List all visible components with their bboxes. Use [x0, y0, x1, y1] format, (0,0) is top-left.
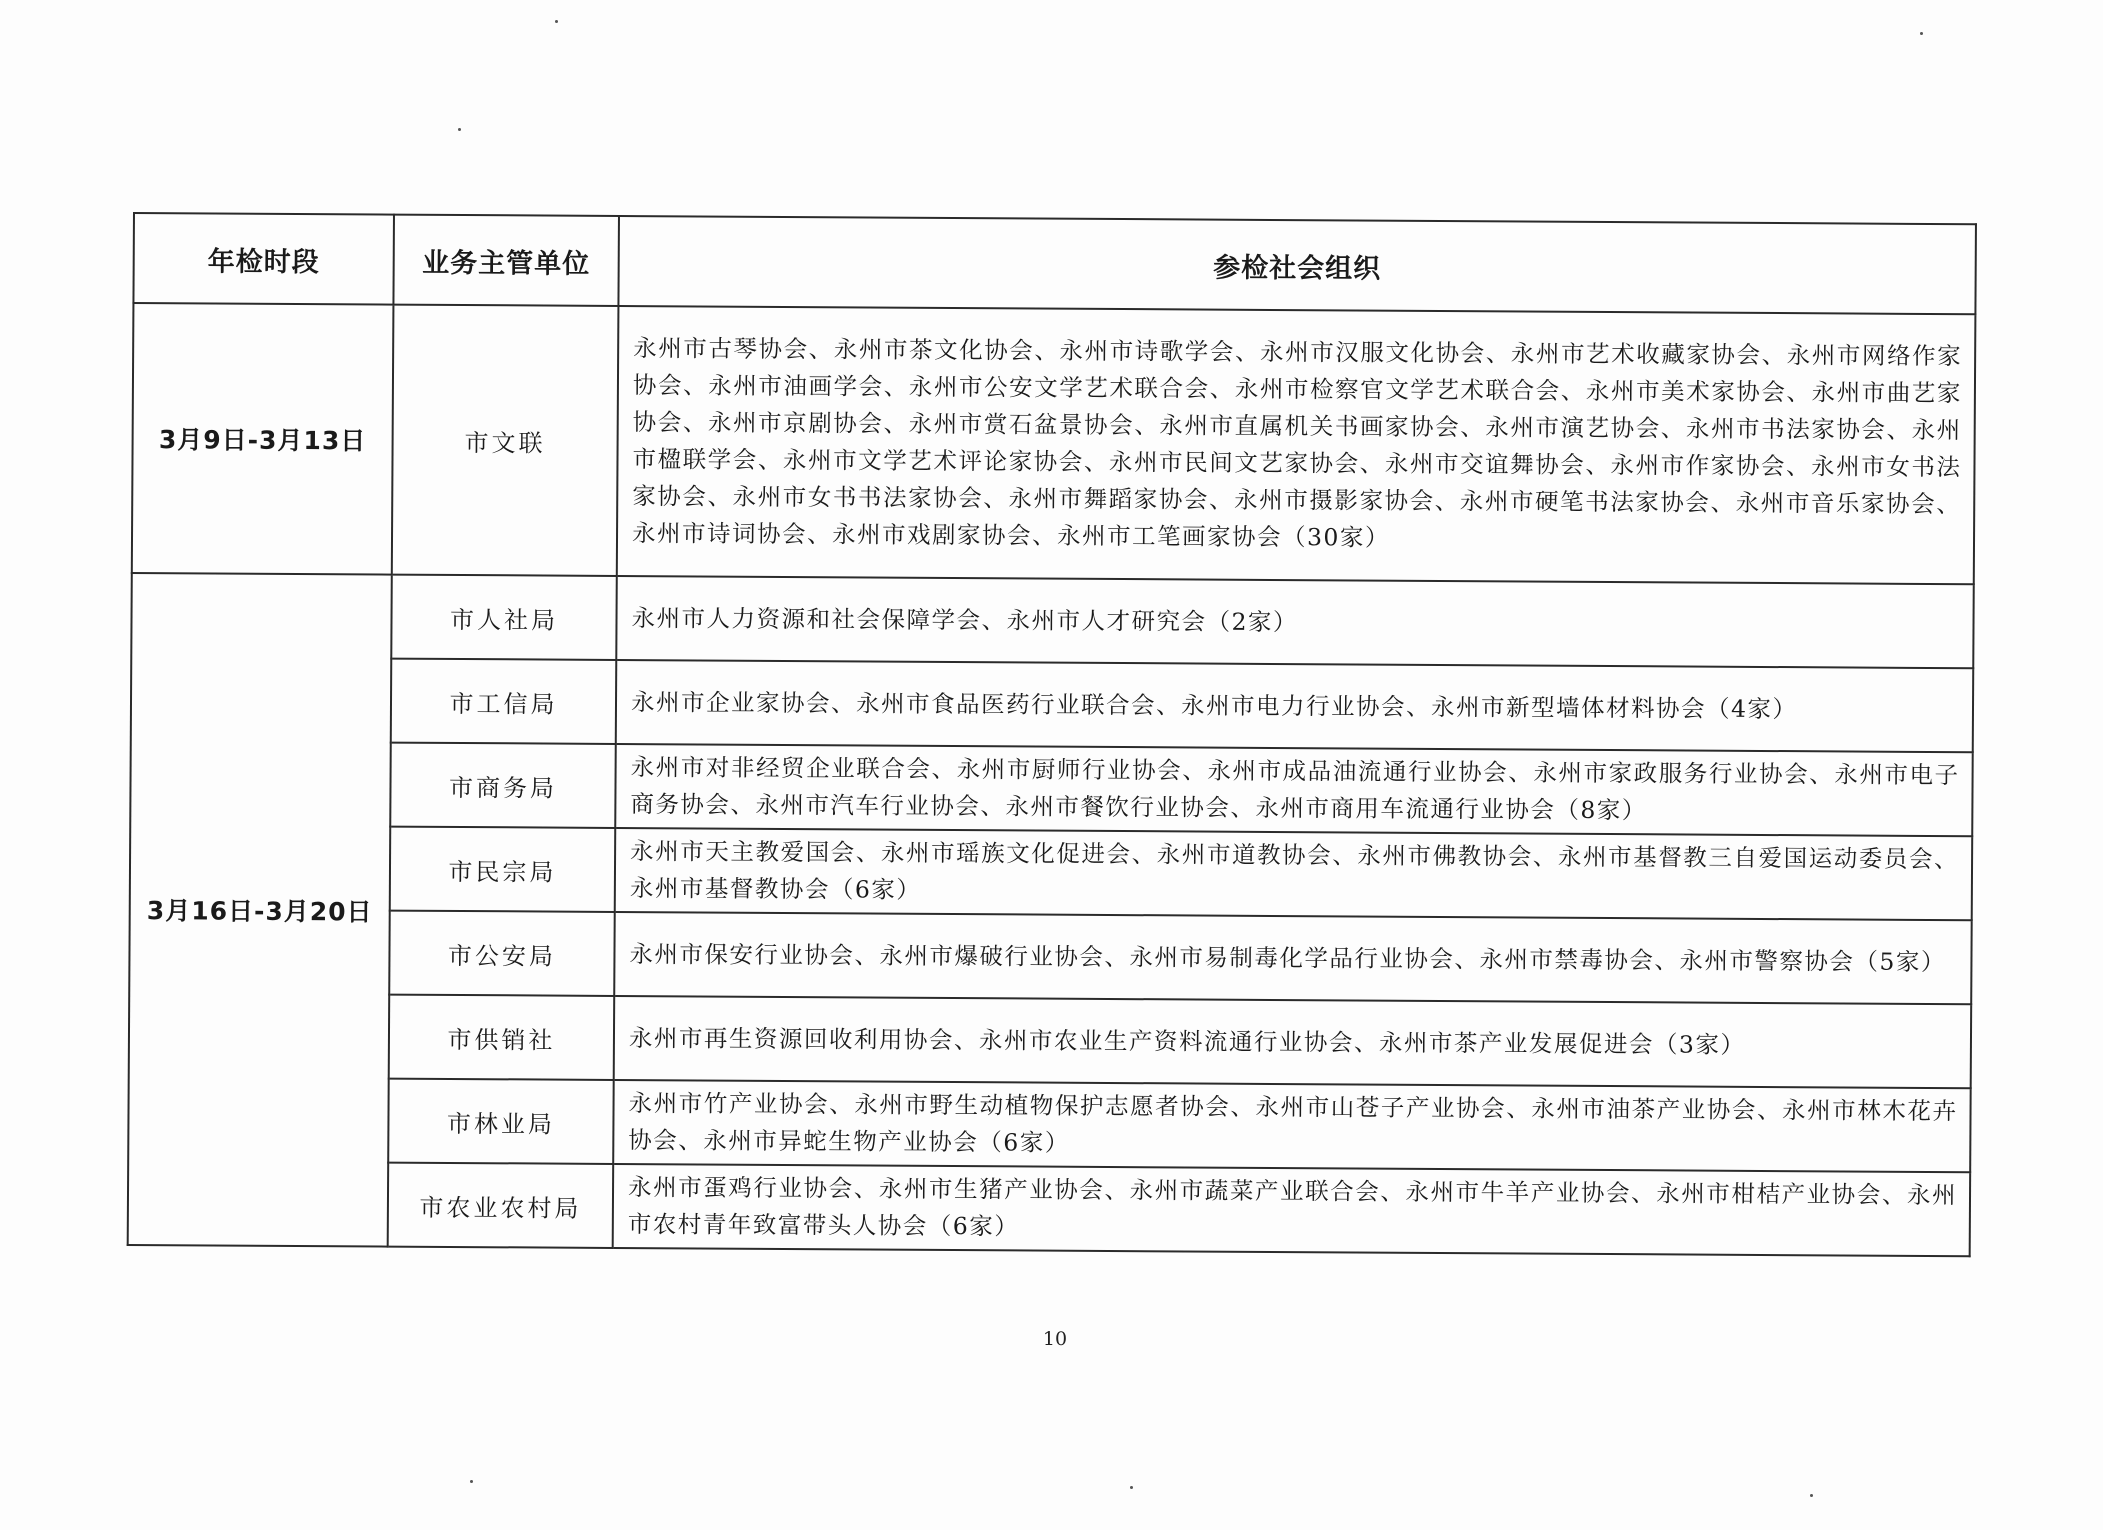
scan-speck — [470, 1480, 473, 1483]
unit-cell: 市供销社 — [389, 995, 615, 1080]
period-cell: 3月16日-3月20日 — [128, 573, 392, 1247]
period-cell: 3月9日-3月13日 — [132, 303, 394, 575]
scan-speck — [458, 128, 461, 131]
unit-cell: 市商务局 — [390, 743, 616, 828]
table-row — [131, 657, 1973, 752]
table-row — [129, 993, 1971, 1088]
orgs-cell: 永州市对非经贸企业联合会、永州市厨师行业协会、永州市成品油流通行业协会、永州市家政服务行业协会、永州市电子商务协会、永州市汽车行业协会、永州市餐饮行业协会、永州市商用车流通行业协会（8家） — [615, 744, 1972, 836]
table-row — [128, 1161, 1970, 1256]
orgs-cell: 永州市蛋鸡行业协会、永州市生猪产业协会、永州市蔬菜产业联合会、永州市牛羊产业协会、永州市柑桔产业协会、永州市农村青年致富带头人协会（6家） — [613, 1164, 1970, 1256]
orgs-cell: 永州市竹产业协会、永州市野生动植物保护志愿者协会、永州市山苍子产业协会、永州市油茶产业协会、永州市林木花卉协会、永州市异蛇生物产业协会（6家） — [613, 1080, 1970, 1172]
unit-cell: 市民宗局 — [390, 827, 616, 912]
unit-cell: 市林业局 — [388, 1079, 614, 1164]
orgs-cell: 永州市人力资源和社会保障学会、永州市人才研究会（2家） — [616, 576, 1973, 668]
unit-cell: 市人社局 — [391, 575, 617, 660]
unit-cell: 市工信局 — [391, 659, 617, 744]
table-row — [132, 303, 1976, 584]
header-unit: 业务主管单位 — [393, 215, 619, 306]
orgs-cell: 永州市天主教爱国会、永州市瑶族文化促进会、永州市道教协会、永州市佛教协会、永州市基督教三自爱国运动委员会、永州市基督教协会（6家） — [615, 828, 1972, 920]
scan-speck — [555, 20, 558, 23]
table-row — [131, 573, 1973, 668]
scan-speck — [1810, 1494, 1813, 1497]
scan-speck — [1920, 32, 1923, 35]
page-number: 10 — [1042, 1328, 1068, 1350]
header-period: 年检时段 — [133, 213, 394, 305]
unit-cell: 市文联 — [392, 305, 619, 576]
orgs-cell: 永州市保安行业协会、永州市爆破行业协会、永州市易制毒化学品行业协会、永州市禁毒协会、永州市警察协会（5家） — [614, 912, 1971, 1004]
orgs-cell: 永州市古琴协会、永州市茶文化协会、永州市诗歌学会、永州市汉服文化协会、永州市艺术收藏家协会、永州市网络作家协会、永州市油画学会、永州市公安文学艺术联合会、永州市检察官文学艺术联合会、永州市美术家协会、永州市曲艺家协会、永州市京剧协会、永州市赏石盆景协会、永州市直属机关书画家协会、永州市演艺协会、永州市书法家协会、永州市楹联学会、永州市文学艺术评论家协会、永州市民间文艺家协会、永州市交谊舞协会、永州市作家协会、永州市女书法家协会、永州市女书书法家协会、永州市舞蹈家协会、永州市摄影家协会、永州市硬笔书法家协会、永州市音乐家协会、永州市诗词协会、永州市戏剧家协会、永州市工笔画家协会（30家） — [617, 306, 1976, 584]
orgs-cell: 永州市再生资源回收利用协会、永州市农业生产资料流通行业协会、永州市茶产业发展促进会（3家） — [614, 996, 1971, 1088]
orgs-cell: 永州市企业家协会、永州市食品医药行业联合会、永州市电力行业协会、永州市新型墙体材料协会（4家） — [616, 660, 1973, 752]
unit-cell: 市公安局 — [389, 911, 615, 996]
inspection-schedule-table — [127, 212, 1977, 1257]
table-row — [130, 825, 1972, 920]
unit-cell: 市农业农村局 — [388, 1163, 614, 1248]
header-orgs: 参检社会组织 — [618, 216, 1976, 314]
table-row — [128, 1077, 1970, 1172]
header-row — [133, 213, 1976, 314]
table-row — [130, 741, 1972, 836]
table-row — [129, 909, 1971, 1004]
scan-speck — [1130, 1486, 1133, 1489]
